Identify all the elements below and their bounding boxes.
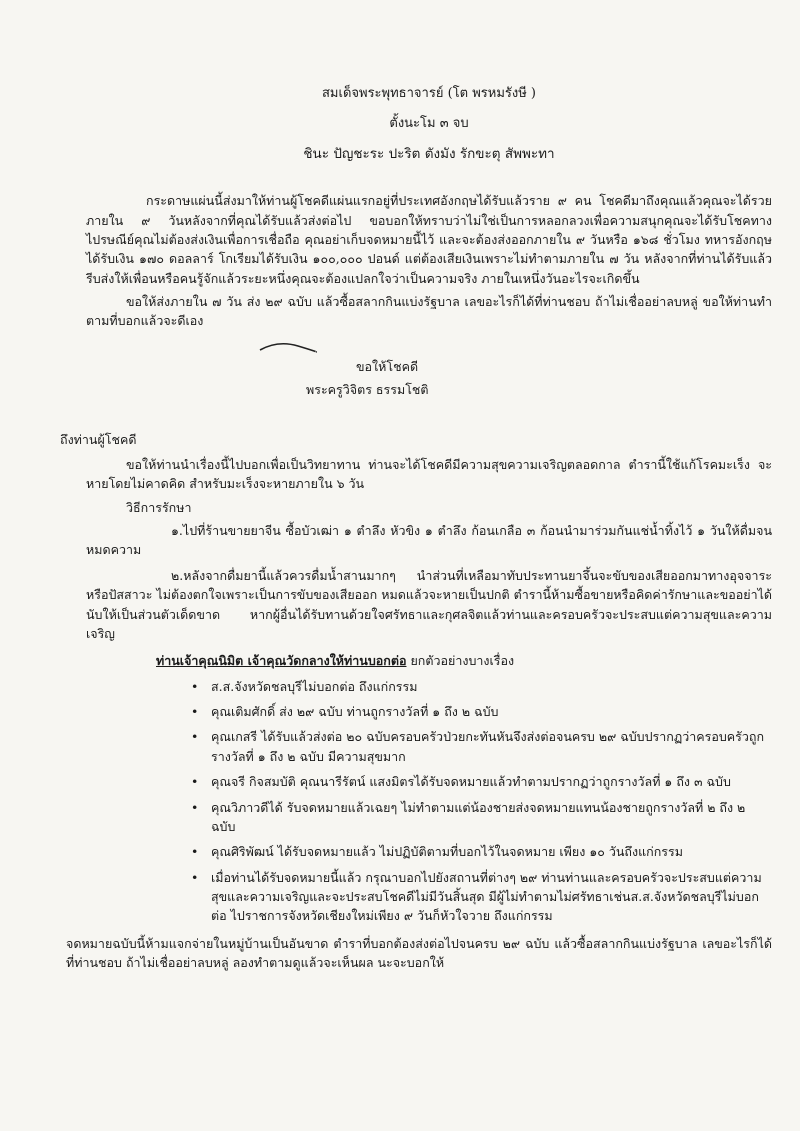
example-text: คุณจรี กิจสมบัติ คุณนารีรัตน์ แสงมิตรได้รับจดหมายแล้วทำตามปรากฏว่าถูกรางวัลที่ ๑ ถึง ๓ ฉบับ	[211, 774, 731, 790]
example-list	[86, 677, 772, 926]
signature-blessing: ขอให้โชคดี	[356, 358, 419, 374]
example-text: คุณเติมศักดิ์ ส่ง ๒๙ ฉบับ ท่านถูกรางวัลที่ ๑ ถึง ๒ ฉบับ	[211, 704, 499, 720]
bullet-icon: •	[191, 774, 199, 790]
example-text: คุณศิริพัฒน์ ได้รับจดหมายแล้ว ไม่ปฏิบัติตามที่บอกไว้ในจดหมาย เพียง ๑๐ วันถึงแก่กรรม	[211, 844, 683, 860]
greeting: ถึงท่านผู้โชคดี	[60, 431, 137, 447]
list-item	[191, 868, 772, 926]
dream-suffix: ยกตัวอย่างบางเรื่อง	[410, 653, 515, 669]
cure-paragraph: ขอให้ท่านนำเรื่องนี้ไปบอกเพื่อเป็นวิทยาทาน ท่านจะได้โชคดีมีความสุขความเจริญตลอดกาล ตำรานี้ใช้แก้โรคมะเร็ง จะหายโดยไม่คาดคิด สำหรับมะเร็งจะหายภายใน ๖ วัน	[86, 456, 772, 492]
body-paragraph-1: กระดาษแผ่นนี้ส่งมาให้ท่านผู้โชคดีแผ่นแรกอยู่ที่ประเทศอังกฤษได้รับแล้วราย ๙ คน โชคดีมาถึงคุณแล้วคุณจะได้รวยภายใน ๙ วันหลังจากที่คุณได้รับแล้วส่งต่อไป ขอบอกให้ทราบว่าไม่ใช่เป็นการหลอกลวงเพื่อความสนุกคุณจะได้รับโชคทางไปรษณีย์คุณไม่ต้องส่งเงินเพื่อการเชื่อถือ คุณอย่าเก็บจดหมายนี้ไว้ และจะต้องส่งออกภายใน ๙ วันหรือ ๑๖๘ ชั่วโมง ทหารอังกฤษได้รับเงิน ๑๗๐ ดอลลาร์ โกเรียมได้รับเงิน ๑๐๐,๐๐๐ ปอนด์ แต่ต้องเสียเงินเพราะไม่ทำตามภายใน ๗ วัน หลังจากที่ท่านได้รับแล้วรีบส่งให้เพื่อนหรือคนรู้จักแล้วระยะหนึ่งคุณจะต้องแปลกใจว่าเป็นความจริง ภายในเหนึ่งวันอะไรจะเกิดขึ้น	[86, 193, 772, 286]
signature-name: พระครูวิจิตร ธรรมโชติ	[306, 382, 429, 398]
bullet-icon: •	[191, 704, 199, 720]
example-text: ส.ส.จังหวัดชลบุรีไม่บอกต่อ ถึงแก่กรรม	[211, 678, 418, 694]
bullet-icon: •	[191, 799, 199, 815]
heading-line-1: สมเด็จพระพุทธาจารย์ (โต พรหมรังษี )	[322, 86, 536, 101]
bullet-icon: •	[191, 869, 199, 885]
example-text: คุณเกสรี ได้รับแล้วส่งต่อ ๒๐ ฉบับครอบครัวป่วยกะทันหันจึงส่งต่อจนครบ ๒๙ ฉบับปรากฏว่าครอบครัวถูกรางวัลที่ ๑ ถึง ๒ ฉบับ มีความสุขมาก	[211, 729, 765, 764]
heading-line-3: ชินะ ปัญชะระ ปะริต ตังมัง รักขะตุ สัพพะทา	[303, 146, 555, 163]
list-item	[191, 798, 772, 837]
list-item	[191, 702, 772, 721]
recipe-step-2: ๒.หลังจากดื่มยานี้แล้วควรดื่มน้ำสานมากๆ นำส่วนที่เหลือมาทับประทานยาจึ้นจะขับของเสียออกมาทางอุจจาระหรือปัสสาวะ ไม่ต้องตกใจเพราะเป็นการขับของเสียออก หมดแล้วจะหายเป็นปกติ ตำรานี้ห้ามซื้อขายหรือคิดค่ารักษาและขออย่าได้นับให้เป็นส่วนตัวเด็ดขาด หากผู้อื่นได้รับทานด้วยใจศรัทธาและกุศลจิตแล้วท่านและครอบครัวจะประสบแต่ความสุขและความเจริญ	[86, 567, 772, 641]
footer-paragraph: จดหมายฉบับนี้ห้ามแจกจ่ายในหมู่บ้านเป็นอันขาด ตำราที่บอกต้องส่งต่อไปจนครบ ๒๙ ฉบับ แล้วซื้อสลากกินแบ่งรัฐบาล เลขอะไรก็ได้ที่ท่านชอบ ถ้าไม่เชื่ออย่าลบหลู่ ลองทำตามดูแล้วจะเห็นผล นะจะบอกให้	[66, 935, 772, 971]
heading-line-2: ตั้งนะโม ๓ จบ	[389, 116, 469, 132]
list-item	[191, 727, 772, 766]
body-paragraph-2: ขอให้ส่งภายใน ๗ วัน ส่ง ๒๙ ฉบับ แล้วซื้อสลากกินแบ่งรัฐบาล เลขอะไรก็ได้ที่ท่านชอบ ถ้าไม่เชื่ออย่าลบหลู่ ขอให้ท่านทำตามที่บอกแล้วจะดีเอง	[86, 294, 772, 329]
bullet-icon: •	[191, 844, 199, 860]
list-item	[191, 772, 772, 791]
example-text: เมื่อท่านได้รับจดหมายนี้แล้ว กรุณาบอกไปยังสถานที่ต่างๆ ๒๙ ท่านท่านและครอบครัวจะประสบแต่ความสุขและความเจริญและจะประสบโชคดีไม่มีวันสิ้นสุด มีผู้ไม่ทำตามไม่ศรัทธาเช่นส.ส.จังหวัดชลบุรีไม่บอกต่อ ไปราชการจังหวัดเชียงใหม่เพียง ๙ วันก็หัวใจวาย ถึงแก่กรรม	[211, 869, 762, 924]
list-item	[191, 677, 772, 696]
bullet-icon: •	[191, 678, 199, 694]
example-text: คุณวิภาวดีได้ รับจดหมายแล้วเฉยๆ ไม่ทำตามแต่น้องชายส่งจดหมายแทนน้องชายถูกรางวัลที่ ๒ ถึง ๒ ฉบับ	[211, 799, 746, 834]
bullet-icon: •	[191, 729, 199, 745]
recipe-title: วิธีการรักษา	[126, 499, 192, 515]
list-item	[191, 842, 772, 861]
pen-mark-icon	[258, 338, 318, 358]
dream-title: ท่านเจ้าคุณนิมิต เจ้าคุณวัดกลางให้ท่านบอกต่อ	[156, 653, 407, 669]
dream-heading	[86, 651, 772, 670]
recipe-step-1: ๑.ไปที่ร้านขายยาจีน ซื้อบัวเฒ่า ๑ ตำลึง หัวขิง ๑ ตำลึง ก้อนเกลือ ๓ ก้อนนำมาร่วมกันแช่น้ำทิ้งไว้ ๑ วันให้ดื่มจนหมดความ	[86, 523, 772, 558]
